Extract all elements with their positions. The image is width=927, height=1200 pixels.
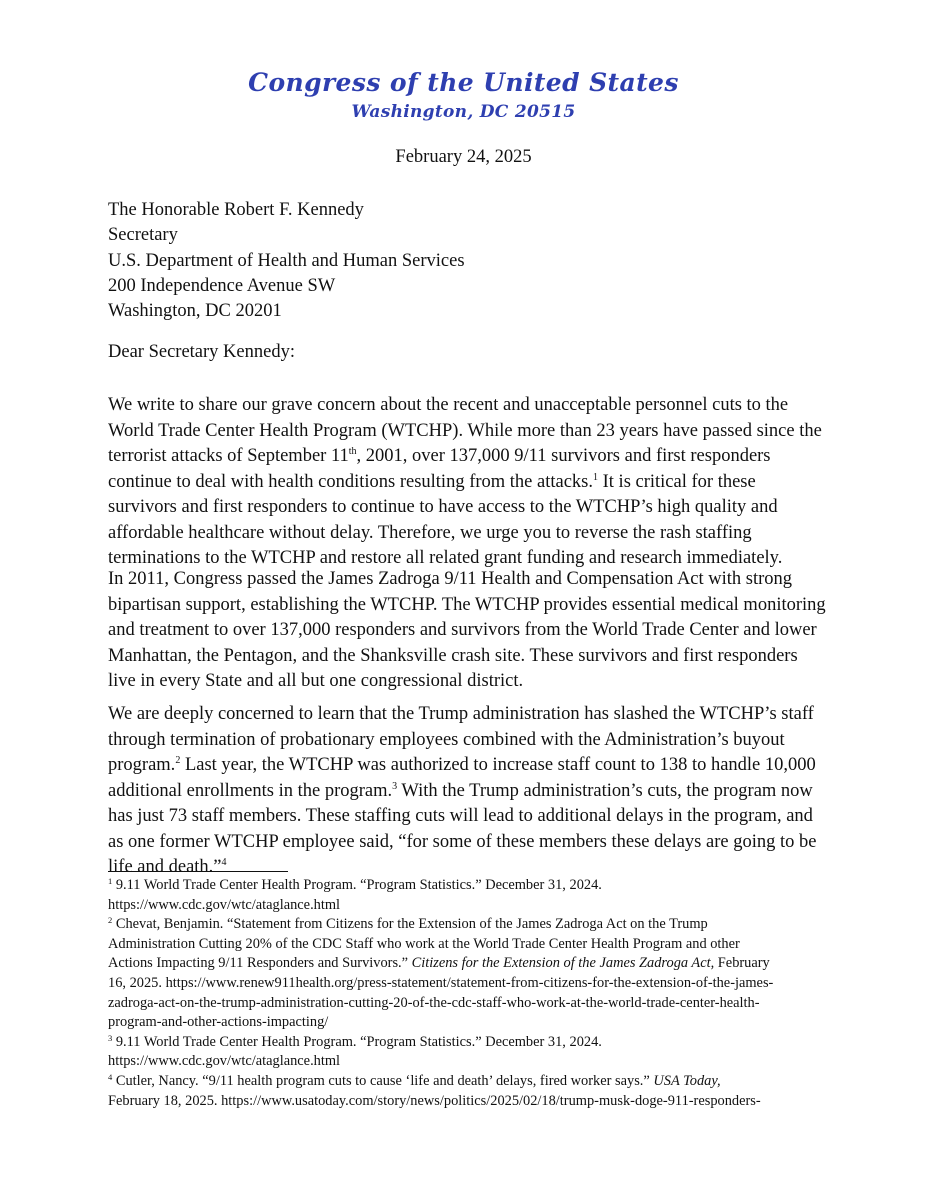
footnote-1 xyxy=(108,876,828,915)
text-run: 9.11 World Trade Center Health Program. “Program Statistics.” December 31, 2024. xyxy=(112,877,602,893)
paragraph-line xyxy=(108,444,828,470)
footnote-ref: 3 xyxy=(392,780,398,792)
publication-name: Citizens for the Extension of the James Zadroga Act, xyxy=(411,955,715,972)
footnote-4 xyxy=(108,1072,828,1111)
paragraph-line xyxy=(108,470,828,496)
footnote-link[interactable]: https://www.cdc.gov/wtc/ataglance.html xyxy=(108,896,341,913)
footnote-ref: 4 xyxy=(221,857,227,868)
text-run: Actions Impacting 9/11 Responders and Survivors.” xyxy=(108,955,412,972)
recipient-address xyxy=(108,198,465,324)
paragraph-3 xyxy=(108,702,828,881)
paragraph-line: has just 73 staff members. These staffing cuts will lead to additional delays in the program, and xyxy=(108,806,813,826)
paragraph-line: We write to share our grave concern about the recent and unacceptable personnel cuts to the xyxy=(108,395,789,415)
footnote-line: Administration Cutting 20% of the CDC Staff who work at the World Trade Center Health Program and other xyxy=(108,935,740,952)
footnote-link[interactable]: February 18, 2025. https://www.usatoday.com/story/news/politics/2025/02/18/trump-musk-doge-911-responders- xyxy=(108,1092,761,1109)
footnote-line xyxy=(108,876,828,896)
footnotes xyxy=(108,876,828,1111)
paragraph-line: In 2011, Congress passed the James Zadroga 9/11 Health and Compensation Act with strong xyxy=(108,569,793,589)
paragraph-line: affordable healthcare without delay. Therefore, we urge you to reverse the rash staffing xyxy=(108,522,752,543)
footnote-line xyxy=(108,954,828,974)
paragraph-line xyxy=(108,753,828,779)
paragraph-line: We are deeply concerned to learn that the Trump administration has slashed the WTCHP’s staff xyxy=(108,704,814,724)
footnote-number: 1 xyxy=(108,876,113,886)
paragraph-line: through termination of probationary employees combined with the Administration’s buyout xyxy=(108,729,785,750)
publication-name: USA Today, xyxy=(653,1072,721,1089)
paragraph-1 xyxy=(108,393,828,572)
recipient-name: The Honorable Robert F. Kennedy xyxy=(108,200,364,220)
text-run: 9.11 World Trade Center Health Program. “Program Statistics.” December 31, 2024. xyxy=(112,1033,602,1050)
superscript: th xyxy=(348,446,357,457)
footnote-link[interactable]: 16, 2025. https://www.renew911health.org/press-statement/statement-from-citizens-for-the-extension-of-the-james- xyxy=(108,974,774,991)
recipient-city: Washington, DC 20201 xyxy=(108,301,282,322)
footnote-ref: 2 xyxy=(175,755,181,766)
text-run: additional enrollments in the program. xyxy=(108,780,393,801)
text-run: life and death.” xyxy=(108,857,222,877)
text-run: program. xyxy=(108,755,176,775)
text-run: Cutler, Nancy. “9/11 health program cuts to cause ‘life and death’ delays, fired worker says.” xyxy=(112,1072,654,1089)
recipient-street: 200 Independence Avenue SW xyxy=(108,275,336,296)
letterhead-subtitle: Washington, DC 20515 xyxy=(351,102,576,122)
paragraph-2 xyxy=(108,567,828,695)
footnote-line xyxy=(108,1072,828,1092)
recipient-department: U.S. Department of Health and Human Services xyxy=(108,250,465,271)
text-run: continue to deal with health conditions resulting from the attacks. xyxy=(108,471,593,492)
recipient-title: Secretary xyxy=(108,225,178,246)
footnote-link[interactable]: zadroga-act-on-the-trump-administration-cutting-20-of-the-cdc-staff-who-work-at-the-world-trade-center-health- xyxy=(108,994,760,1011)
footnote-number: 2 xyxy=(108,915,113,926)
text-run: February xyxy=(714,955,770,972)
footnote-line xyxy=(108,915,828,935)
footnote-divider xyxy=(108,871,288,872)
text-run: It is critical for these xyxy=(598,471,756,492)
footnote-2 xyxy=(108,915,828,1033)
letter-date: February 24, 2025 xyxy=(395,147,532,167)
letterhead xyxy=(0,66,927,124)
paragraph-line: survivors and first responders to continue to have access to the WTCHP’s high quality and xyxy=(108,497,778,517)
footnote-ref: 1 xyxy=(593,471,598,483)
text-run: , 2001, over 137,000 9/11 survivors and first responders xyxy=(356,446,771,466)
paragraph-line xyxy=(108,779,828,805)
paragraph-line: Manhattan, the Pentagon, and the Shanksville crash site. These survivors and first responders xyxy=(108,645,798,666)
footnote-link[interactable]: program-and-other-actions-impacting/ xyxy=(108,1014,329,1031)
text-run: terrorist attacks of September 11 xyxy=(108,446,349,466)
footnote-link[interactable]: https://www.cdc.gov/wtc/ataglance.html xyxy=(108,1053,341,1070)
paragraph-line: live in every State and all but one congressional district. xyxy=(108,671,524,691)
salutation: Dear Secretary Kennedy: xyxy=(108,342,295,362)
paragraph-line: as one former WTCHP employee said, “for some of these members these delays are going to be xyxy=(108,831,817,852)
text-run: Chevat, Benjamin. “Statement from Citizens for the Extension of the James Zadroga Act on the Trump xyxy=(112,916,708,933)
letterhead-title: Congress of the United States xyxy=(248,68,679,97)
paragraph-line: bipartisan support, establishing the WTCHP. The WTCHP provides essential medical monitoring xyxy=(108,594,826,615)
footnote-number: 3 xyxy=(108,1032,113,1043)
footnote-line xyxy=(108,1033,828,1053)
footnote-number: 4 xyxy=(108,1071,113,1082)
text-run: With the Trump administration’s cuts, the program now xyxy=(397,780,813,801)
footnote-3 xyxy=(108,1033,828,1072)
paragraph-line: World Trade Center Health Program (WTCHP). While more than 23 years have passed since the xyxy=(108,420,822,441)
paragraph-line: terminations to the WTCHP and restore all related grant funding and research immediately. xyxy=(108,548,783,568)
text-run: Last year, the WTCHP was authorized to increase staff count to 138 to handle 10,000 xyxy=(180,755,816,775)
paragraph-line: and treatment to over 137,000 responders and survivors from the World Trade Center and lower xyxy=(108,620,817,640)
